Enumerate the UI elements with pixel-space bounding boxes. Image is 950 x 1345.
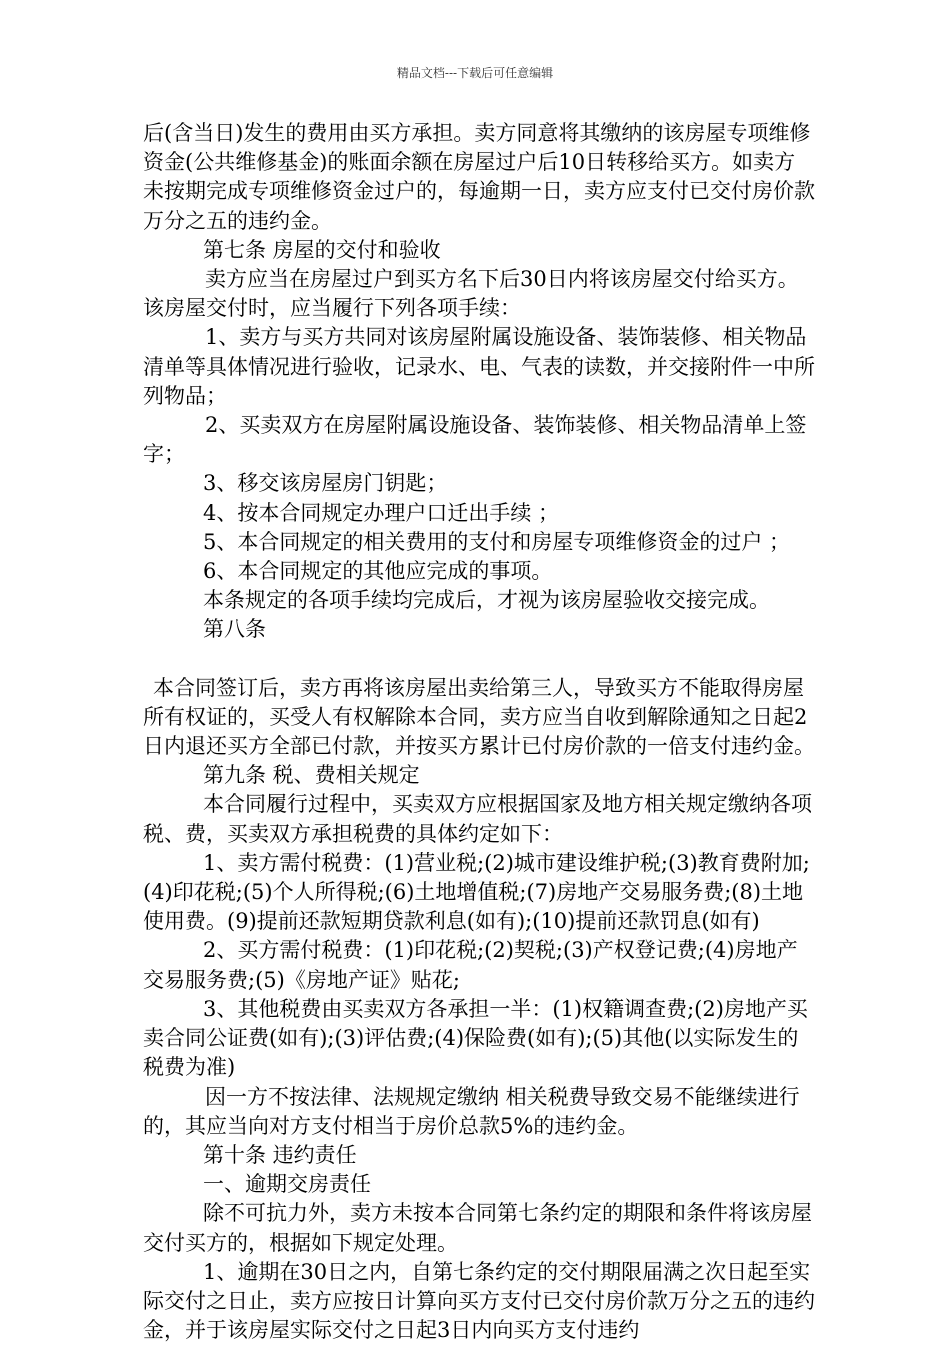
paragraph: 本条规定的各项手续均完成后，才视为该房屋验收交接完成。 <box>203 588 770 613</box>
list-item: 4、按本合同规定办理户口迁出手续 ； <box>203 500 560 525</box>
section-heading: 一、逾期交房责任 <box>203 1172 371 1197</box>
list-item: 3、其他税费由买卖双方各承担一半：(1)权籍调查费;(2)房地产买卖合同公证费(如有);(3)评估费;(4)保险费(如有);(5)其他(以实际发生的税费为准) <box>143 996 808 1080</box>
list-item: 3、移交该房屋房门钥匙； <box>203 471 448 496</box>
list-item: 2、买方需付税费：(1)印花税;(2)契税;(3)产权登记费;(4)房地产交易服务费;(5)《房地产证》贴花; <box>143 938 798 992</box>
article-9-heading: 第九条 税、费相关规定 <box>203 763 420 788</box>
list-item: 5、本合同规定的相关费用的支付和房屋专项维修资金的过户 ； <box>203 529 791 554</box>
paragraph: 因一方不按法律、法规规定缴纳 相关税费导致交易不能继续进行的，其应当向对方支付相当于房价总款5%的违约金。 <box>143 1084 800 1138</box>
list-item: 1、卖方需付税费：(1)营业税;(2)城市建设维护税;(3)教育费附加;(4)印花税;(5)个人所得税;(6)土地增值税;(7)房地产交易服务费;(8)土地使用费。(9)提前还款短期贷款利息(如有);(10)提前还款罚息(如有) <box>143 850 810 934</box>
list-item: 1、卖方与买方共同对该房屋附属设施设备、装饰装修、相关物品清单等具体情况进行验收，记录水、电、气表的读数，并交接附件一中所列物品； <box>143 325 815 408</box>
list-item: 2、买卖双方在房屋附属设施设备、装饰装修、相关物品清单上签字； <box>143 413 807 467</box>
paragraph-continuation: 后(含当日)发生的费用由买方承担。卖方同意将其缴纳的该房屋专项维修资金(公共维修基金)的账面余额在房屋过户后10日转移给买方。如卖方未按期完成专项维修资金过户的，每逾期一日，卖方应支付已交付房价款万分之五的违约金。 <box>143 121 815 233</box>
article-10-heading: 第十条 违约责任 <box>203 1142 357 1167</box>
paragraph: 除不可抗力外，卖方未按本合同第七条约定的期限和条件将该房屋交付买方的，根据如下规定处理。 <box>143 1201 812 1255</box>
list-item: 6、本合同规定的其他应完成的事项。 <box>203 559 553 584</box>
document-body <box>143 119 815 1345</box>
paragraph: 本合同履行过程中，买卖双方应根据国家及地方相关规定缴纳各项税、费，买卖双方承担税费的具体约定如下： <box>143 792 812 846</box>
article-8-heading: 第八条 <box>203 617 266 642</box>
paragraph: 本合同签订后，卖方再将该房屋出卖给第三人，导致买方不能取得房屋所有权证的，买受人有权解除本合同，卖方应当自收到解除通知之日起2日内退还买方全部已付款，并按买方累计已付房价款的一倍支付违约金。 <box>143 675 815 759</box>
page-header: 精品文档---下载后可任意编辑 <box>396 66 554 80</box>
article-7-heading: 第七条 房屋的交付和验收 <box>203 237 441 262</box>
blank-line <box>143 645 815 674</box>
paragraph: 卖方应当在房屋过户到买方名下后30日内将该房屋交付给买方。该房屋交付时，应当履行下列各项手续： <box>143 267 799 321</box>
list-item: 1、逾期在30日之内，自第七条约定的交付期限届满之次日起至实际交付之日止，卖方应按日计算向买方支付已交付房价款万分之五的违约金，并于该房屋实际交付之日起3日内向买方支付违约 <box>143 1259 815 1343</box>
